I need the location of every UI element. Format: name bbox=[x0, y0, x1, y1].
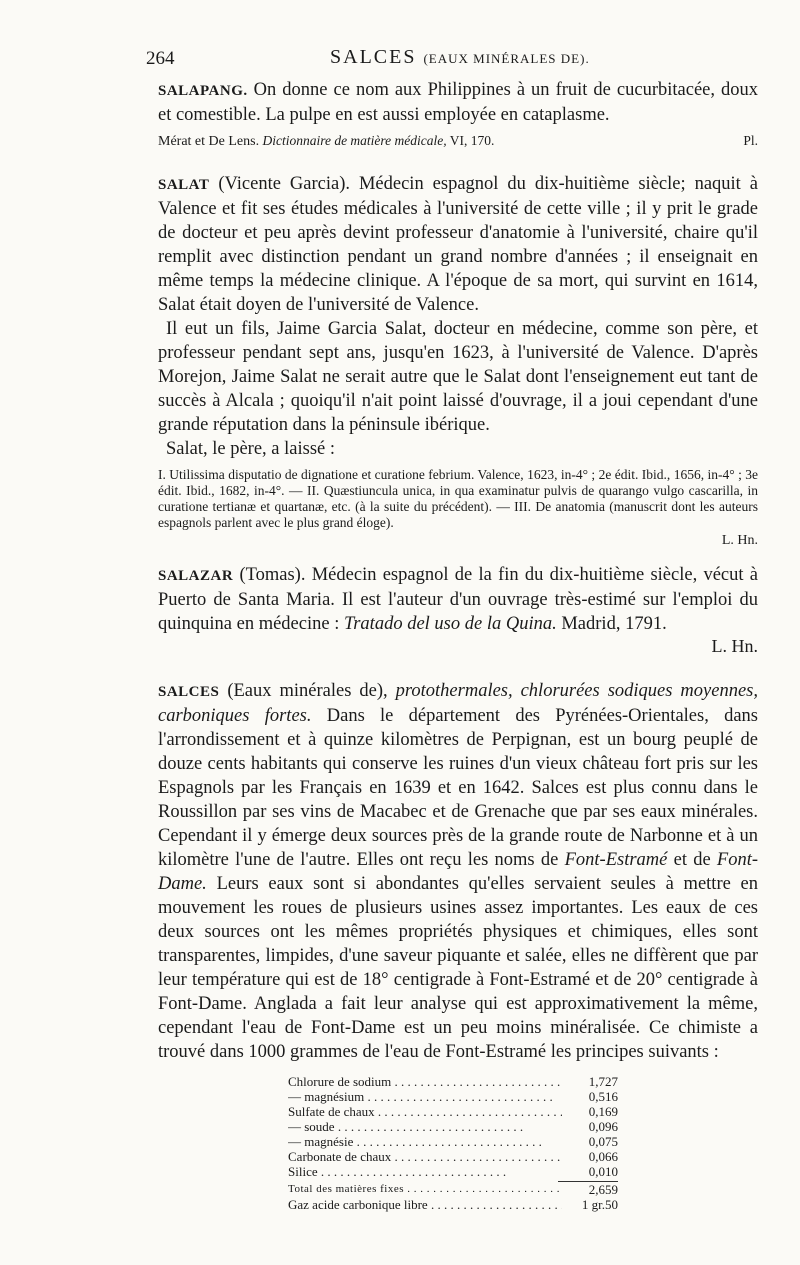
entry-text: Dans le département des Pyrénées-Orientales, dans l'arrondissement et à quinze kilomètres de Perpignan, est un bourg peuplé de douze cents habitants qui conserve les ruines d'un vieux château fort pris sur les Espagnols par les Français en 1639 et en 1642. Salces est plus connu dans le Roussillon par ses vins de Macabec et de Grenache que par ses eaux minérales. Cependant il y émerge deux sources près de la grande route de Narbonne et à un kilomètre l'une de l'autre. Elles ont reçu les noms de bbox=[158, 706, 758, 870]
analysis-row bbox=[288, 1149, 618, 1164]
substance-label: — soude . . . bbox=[288, 1119, 562, 1134]
source-name: Font-Dame. bbox=[158, 850, 759, 894]
book-title: Tratado del uso de la Quina. bbox=[343, 614, 557, 634]
gas-row bbox=[288, 1197, 618, 1212]
author-signature: Pl. bbox=[743, 133, 758, 148]
author-signature: L. Hn. bbox=[711, 636, 758, 656]
analysis-row bbox=[288, 1074, 618, 1089]
analysis-row bbox=[288, 1104, 618, 1119]
analysis-row bbox=[288, 1089, 618, 1104]
total-label: Total des matières fixes . . . bbox=[288, 1182, 562, 1197]
entry-name: (Eaux minérales de), bbox=[227, 681, 388, 701]
entry-salapang bbox=[158, 78, 758, 150]
substance-value: 0,010 bbox=[588, 1164, 618, 1179]
substance-label: Carbonate de chaux . . . bbox=[288, 1149, 562, 1164]
substance-label: Silice . . . bbox=[288, 1164, 562, 1179]
ref-location: VI, 170. bbox=[449, 133, 495, 148]
analysis-table bbox=[288, 1074, 618, 1212]
substance-value: 0,516 bbox=[588, 1089, 618, 1104]
gas-value: 1 gr.50 bbox=[581, 1197, 618, 1212]
running-title-rest: (EAUX MINÉRALES DE). bbox=[423, 51, 590, 66]
headword: SALAT bbox=[158, 177, 210, 193]
total-row bbox=[288, 1182, 618, 1197]
analysis-row bbox=[288, 1134, 618, 1149]
ref-authors: Mérat et De Lens. bbox=[158, 134, 260, 149]
paragraph: Médecin espagnol du dix-huitième siècle; naquit à Valence et fit ses études médicales à l'université de cette ville ; il y prit le grade de docteur et peu après devint professeur d'anatomie à l'université, chaire qu'il remplit avec distinction pendant un grand nombre d'années ; il enseignait en même temps la médecine clinique. A l'époque de sa mort, qui survint en 1614, Salat était doyen de l'université de Valence. bbox=[158, 174, 758, 315]
page-content bbox=[158, 78, 758, 1212]
substance-label: Sulfate de chaux . . . bbox=[288, 1104, 562, 1119]
substance-value: 0,096 bbox=[588, 1119, 618, 1134]
substance-value: 0,066 bbox=[588, 1149, 618, 1164]
entry-name: (Tomas). bbox=[239, 565, 306, 585]
substance-value: 0,075 bbox=[588, 1134, 618, 1149]
substance-value: 0,169 bbox=[588, 1104, 618, 1119]
bibliographic-reference bbox=[158, 133, 758, 150]
qualifiers: protothermales, chlorurées sodiques moyennes, carboniques fortes. bbox=[158, 681, 758, 726]
entry-salces bbox=[158, 679, 758, 1212]
entry-salazar bbox=[158, 563, 758, 657]
entry-text: Madrid, 1791. bbox=[561, 614, 667, 634]
source-name: Font-Estramé bbox=[564, 850, 668, 870]
substance-value: 1,727 bbox=[588, 1074, 618, 1089]
analysis-row bbox=[288, 1119, 618, 1134]
page-number: 264 bbox=[146, 48, 175, 69]
running-head bbox=[330, 46, 590, 69]
works-list: I. Utilissima disputatio de dignatione et curatione febrium. Valence, 1623, in-4° ; 2e édit. Ibid., 1656, in-4° ; 3e édit. Ibid., 1682, in-4°. — II. Quæstiuncula unica, in qua examinatur pulvis de quarango vulgo cascarilla, in curatione tertianæ et quartanæ, etc. (à la suite du précédent). — III. De anatomia (manuscrit dont les auteurs espagnols parlent avec le plus grand éloge). bbox=[158, 467, 758, 530]
paragraph: Salat, le père, a laissé : bbox=[166, 439, 336, 459]
substance-label: Chlorure de sodium . . . bbox=[288, 1074, 562, 1089]
author-signature: L. Hn. bbox=[721, 533, 758, 548]
headword: SALAPANG. bbox=[158, 83, 248, 99]
paragraph: Il eut un fils, Jaime Garcia Salat, docteur en médecine, comme son père, et professeur pendant sept ans, jusqu'en 1623, à l'université de Valence. D'après Morejon, Jaime Salat ne serait autre que le Salat dont l'enseignement eut tant de succès à Alcala ; quoiqu'il n'ait point laissé d'ouvrage, il a joui cependant d'une grande réputation dans la péninsule ibérique. bbox=[158, 319, 758, 435]
headword: SALAZAR bbox=[158, 568, 234, 584]
page-header bbox=[0, 40, 800, 70]
entry-text: Médecin espagnol de la fin du dix-huitième siècle, vécut à Puerto de Santa Maria. Il est l'auteur d'un ouvrage très-estimé sur l'emploi du quinquina en médecine : bbox=[158, 565, 758, 634]
substance-label: — magnésie . . . bbox=[288, 1134, 562, 1149]
entry-text: Leurs eaux sont si abondantes qu'elles servaient seules à mettre en mouvement les roues de plusieurs usines assez importantes. Les eaux de ces deux sources ont les mêmes propriétés physiques et chimiques, elles sont transparentes, limpides, d'une saveur piquante et salée, elles ne diffèrent que par leur température qui est de 18° centigrade à Font-Estramé et de 20° centigrade à Font-Dame. Anglada a fait leur analyse qui est approximativement la même, cependant l'eau de Font-Dame est un peu moins minéralisée. Ce chimiste a trouvé dans 1000 grammes de l'eau de Font-Estramé les principes suivants : bbox=[158, 874, 759, 1062]
entry-salat bbox=[158, 172, 758, 549]
gas-label: Gaz acide carbonique libre . . . bbox=[288, 1197, 562, 1212]
entry-name: (Vicente Garcia). bbox=[218, 174, 350, 194]
analysis-row bbox=[288, 1164, 618, 1179]
headword: SALCES bbox=[158, 684, 220, 700]
total-value: 2,659 bbox=[588, 1182, 618, 1197]
entry-text: et de bbox=[673, 850, 711, 870]
ref-title: Dictionnaire de matière médicale, bbox=[262, 133, 447, 148]
running-title: SALCES bbox=[330, 46, 417, 68]
entry-text: On donne ce nom aux Philippines à un fruit de cucurbitacée, doux et comestible. La pulpe en est aussi employée en cataplasme. bbox=[158, 80, 758, 125]
substance-label: — magnésium . . . bbox=[288, 1089, 562, 1104]
